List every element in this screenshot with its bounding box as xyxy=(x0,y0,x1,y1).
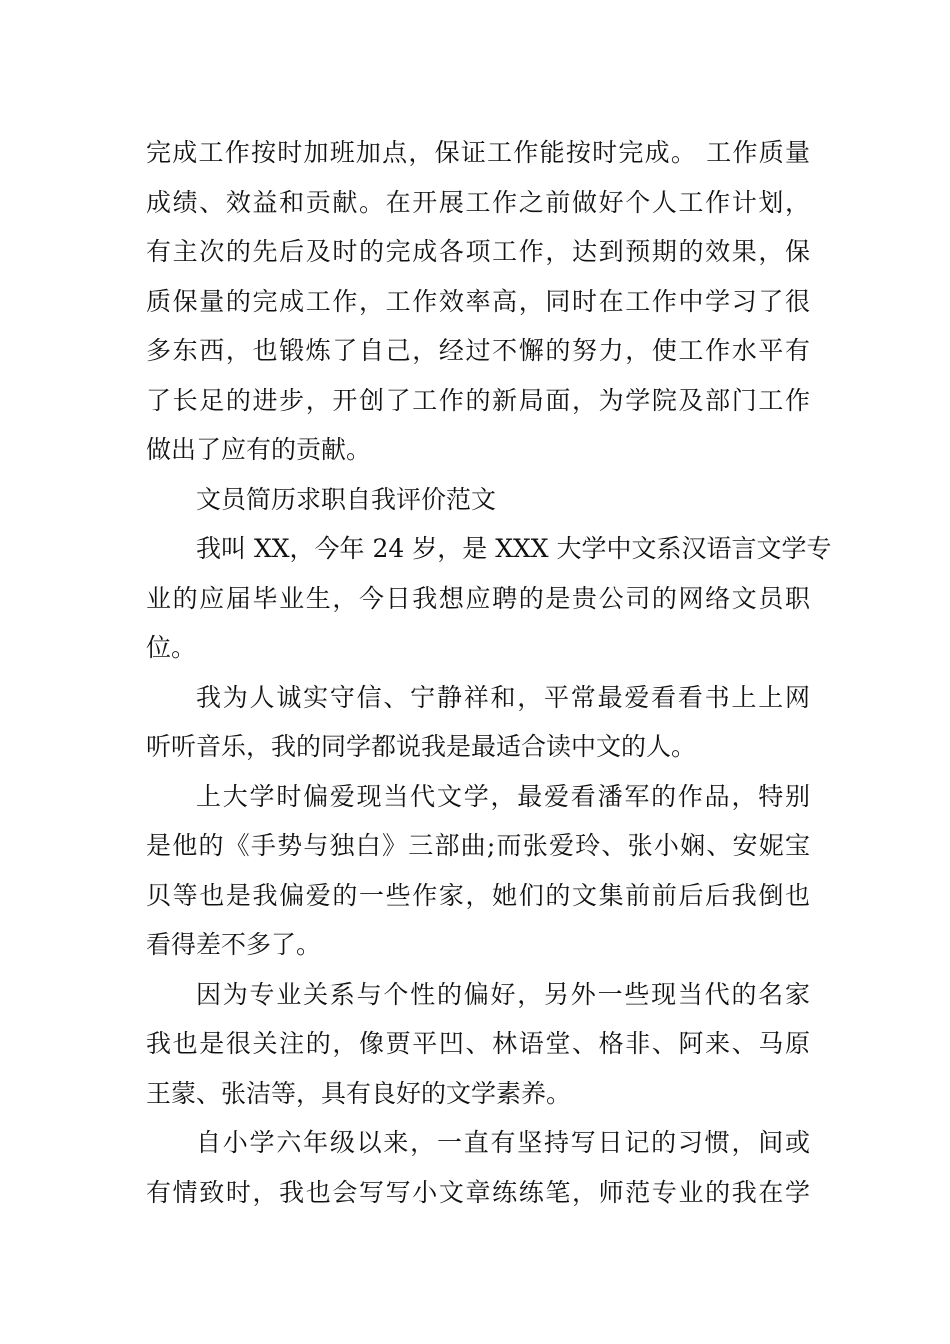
text-line: 上大学时偏爱现当代文学，最爱看潘军的作品，特别 xyxy=(196,781,810,811)
text-line: 自小学六年级以来，一直有坚持写日记的习惯，间或 xyxy=(196,1128,810,1157)
text-line: 质保量的完成工作，工作效率高，同时在工作中学习了很 xyxy=(146,286,810,316)
text-line: 成绩、效益和贡献。在开展工作之前做好个人工作计划， xyxy=(146,187,810,217)
text-line: 了长足的进步，开创了工作的新局面，为学院及部门工作 xyxy=(146,385,810,415)
text-line: 业的应届毕业生，今日我想应聘的是贵公司的网络文员职 xyxy=(146,583,810,613)
document-page xyxy=(146,128,832,1217)
text-line: 多东西，也锻炼了自己，经过不懈的努力，使工作水平有 xyxy=(146,336,810,365)
text-line: 是他的《手势与独白》三部曲;而张爱玲、张小娴、安妮宝 xyxy=(146,831,810,860)
text-line: 我叫 XX，今年 24 岁，是 XXX 大学中文系汉语言文学专 xyxy=(196,534,832,563)
text-line: 看得差不多了。 xyxy=(146,930,322,959)
text-line: 我为人诚实守信、宁静祥和，平常最爱看看书上上网 xyxy=(196,682,810,712)
text-line: 因为专业关系与个性的偏好，另外一些现当代的名家 xyxy=(196,979,810,1009)
text-line: 完成工作按时加班加点，保证工作能按时完成。 工作质量 xyxy=(146,138,810,167)
text-line: 做出了应有的贡献。 xyxy=(146,435,372,464)
text-line: 位。 xyxy=(146,633,197,662)
text-line: 听听音乐，我的同学都说我是最适合读中文的人。 xyxy=(146,732,697,761)
text-line: 文员简历求职自我评价范文 xyxy=(196,484,497,514)
text-line: 有主次的先后及时的完成各项工作，达到预期的效果，保 xyxy=(146,237,810,266)
text-line: 贝等也是我偏爱的一些作家，她们的文集前前后后我倒也 xyxy=(146,880,810,910)
text-line: 王蒙、张洁等，具有良好的文学素养。 xyxy=(146,1078,572,1108)
text-line: 我也是很关注的，像贾平凹、林语堂、格非、阿来、马原 xyxy=(146,1029,810,1058)
text-line: 有情致时，我也会写写小文章练练笔，师范专业的我在学 xyxy=(146,1177,810,1207)
